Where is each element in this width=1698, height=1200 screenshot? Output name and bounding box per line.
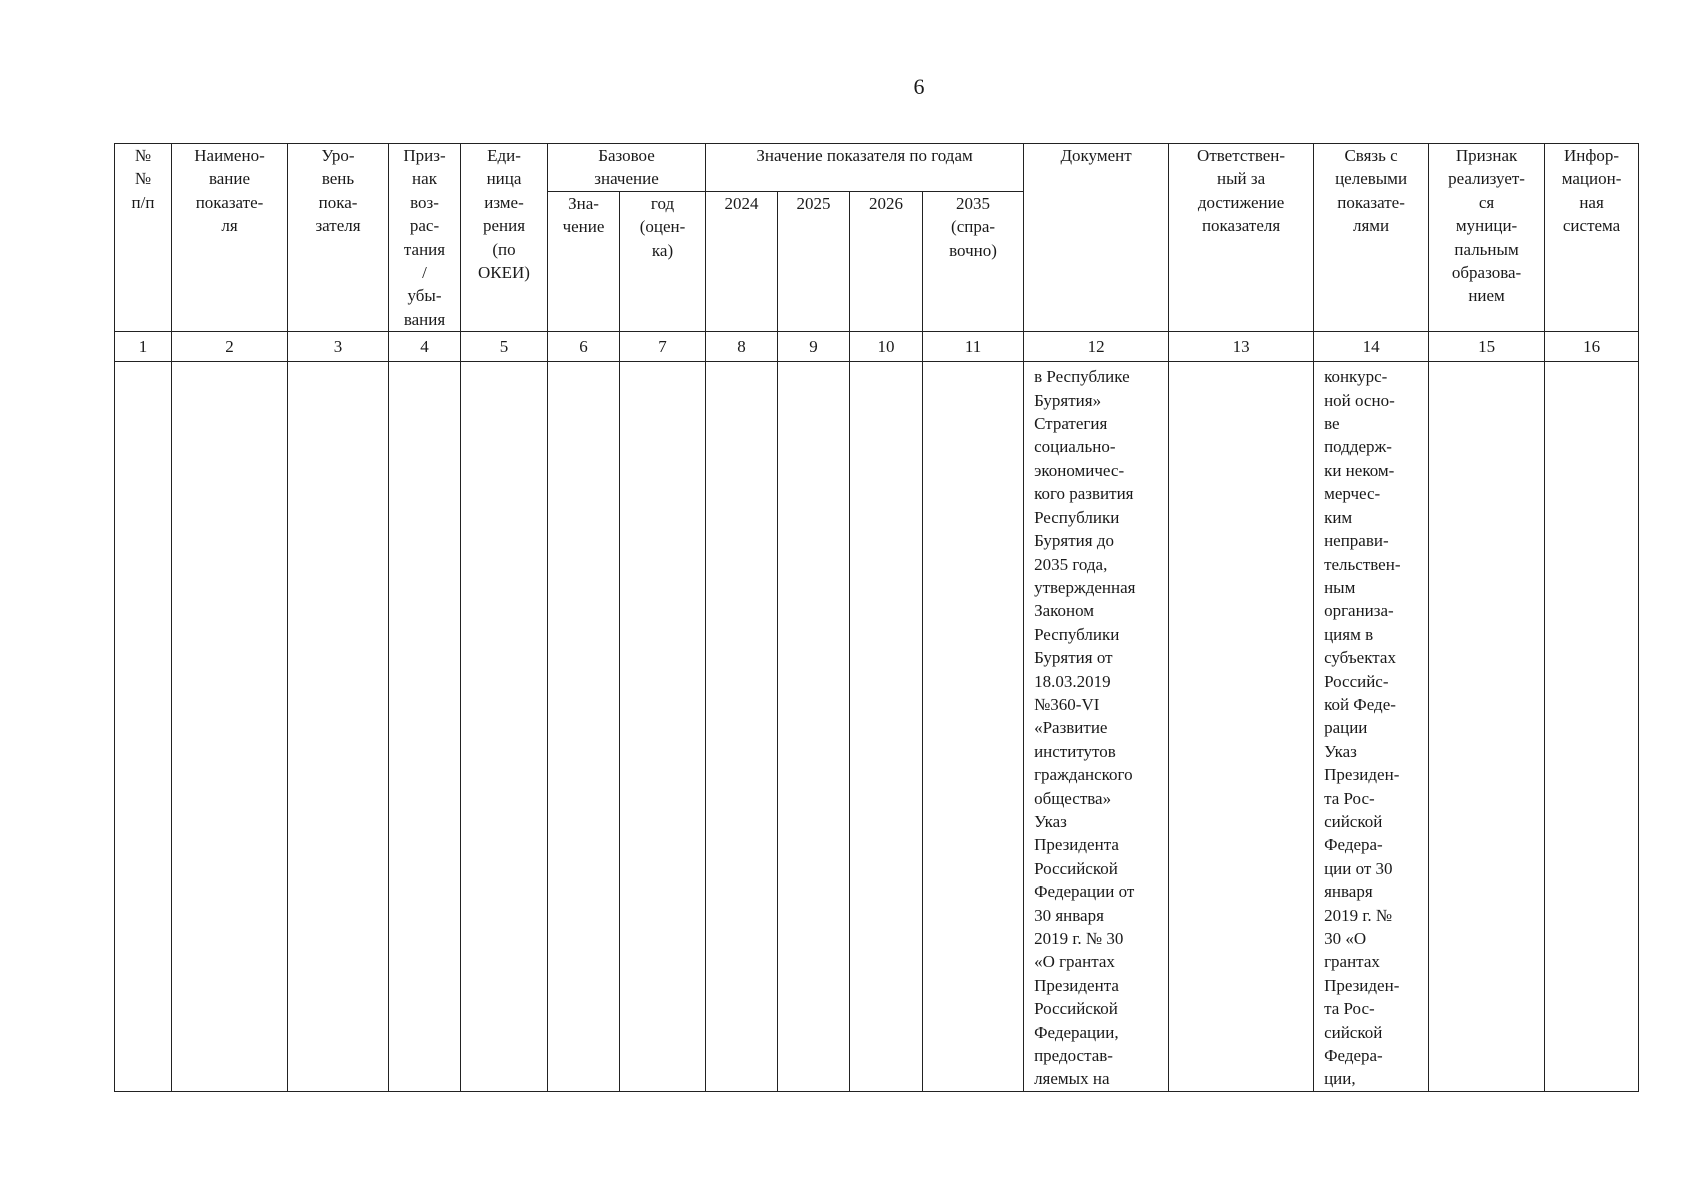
- text-line: пока-: [318, 192, 358, 212]
- text-line: воз-: [410, 192, 439, 212]
- text-line: та Рос-: [1324, 999, 1375, 1019]
- cell-target-link: [1314, 362, 1429, 1092]
- cell-document: [1024, 362, 1169, 1092]
- text-line: та Рос-: [1324, 788, 1375, 808]
- text-line: реализует-: [1448, 169, 1525, 189]
- text-line: ля: [221, 216, 238, 236]
- cell-indicator-level: [288, 362, 389, 1092]
- header-target-link: [1314, 144, 1429, 332]
- text-line: показате-: [195, 192, 264, 212]
- text-line: 30 «О: [1324, 929, 1367, 948]
- text-line: общества»: [1034, 788, 1112, 808]
- text-line: поддерж-: [1324, 437, 1392, 457]
- text-line: кого развития: [1034, 484, 1134, 504]
- text-line: января: [1324, 882, 1373, 902]
- text-line: Президента: [1034, 835, 1119, 855]
- cell-2024: [706, 362, 778, 1092]
- column-number-cell: 8: [706, 332, 778, 362]
- text-line: рас-: [409, 216, 440, 236]
- text-line: ве: [1324, 414, 1340, 434]
- text-line: Федера-: [1324, 1046, 1383, 1066]
- column-number-cell: 10: [850, 332, 923, 362]
- text-line: 18.03.2019: [1034, 671, 1111, 691]
- column-number-cell: 15: [1429, 332, 1545, 362]
- header-unit: [461, 144, 548, 332]
- text-line: ляемых на: [1034, 1069, 1110, 1089]
- column-number-row: [115, 332, 1639, 362]
- text-line: ся: [1478, 192, 1495, 212]
- text-line: организа-: [1324, 601, 1394, 621]
- text-line: Президен-: [1324, 975, 1400, 995]
- text-line: Указ: [1034, 811, 1067, 831]
- text-line: чение: [562, 217, 605, 237]
- header-row: [115, 144, 1639, 192]
- cell-municipal-sign: [1429, 362, 1545, 1092]
- text-line: ОКЕИ): [478, 263, 530, 283]
- cell-2025: [778, 362, 850, 1092]
- text-line: образова-: [1451, 263, 1522, 283]
- cell-2035: [923, 362, 1024, 1092]
- column-number-cell: 11: [923, 332, 1024, 362]
- text-line: Зна-: [568, 194, 599, 214]
- text-line: ным: [1324, 577, 1356, 597]
- text-line: система: [1562, 216, 1621, 236]
- text-line: №: [134, 169, 152, 189]
- text-line: тания: [403, 239, 446, 259]
- text-line: вочно): [949, 240, 997, 260]
- text-line: 2019 г. № 30: [1034, 929, 1124, 948]
- text-line: неправи-: [1324, 531, 1389, 551]
- text-line: ки неком-: [1324, 460, 1395, 480]
- column-number-cell: 7: [620, 332, 706, 362]
- header-responsible: [1169, 144, 1314, 332]
- text-line: (спра-: [951, 217, 996, 237]
- text-line: Российской: [1034, 858, 1118, 878]
- page-number: 6: [913, 74, 925, 99]
- text-line: Наимено-: [194, 146, 265, 165]
- text-line: ции,: [1324, 1069, 1356, 1089]
- text-line: 2035 года,: [1034, 554, 1108, 574]
- column-number-cell: 5: [461, 332, 548, 362]
- cell-responsible: [1169, 362, 1314, 1092]
- text-line: целевыми: [1335, 169, 1408, 189]
- text-line: Базовое: [598, 146, 655, 165]
- text-line: достижение: [1197, 192, 1285, 212]
- header-increase-decrease-sign: [389, 144, 461, 332]
- cell-sign: [389, 362, 461, 1092]
- text-line: Указ: [1324, 741, 1357, 761]
- text-line: вание: [208, 169, 251, 189]
- text-line: пальным: [1454, 239, 1519, 259]
- cell-2026: [850, 362, 923, 1092]
- text-line: зателя: [315, 216, 361, 236]
- header-year-2026: 2026: [850, 192, 923, 332]
- text-line: гражданского: [1034, 765, 1133, 785]
- header-years-group: Значение показателя по годам: [706, 144, 1024, 192]
- text-line: 2035: [956, 194, 991, 214]
- text-line: «Развитие: [1034, 718, 1108, 738]
- text-line: социально-: [1034, 437, 1116, 457]
- text-line: нием: [1468, 286, 1505, 306]
- header-base-value: [548, 192, 620, 332]
- text-line: экономичес-: [1034, 460, 1125, 480]
- text-line: сийской: [1324, 811, 1383, 831]
- text-line: ная: [1579, 192, 1604, 212]
- text-line: предостав-: [1034, 1046, 1113, 1066]
- text-line: Стратегия: [1034, 414, 1108, 434]
- text-line: №360-VI: [1034, 694, 1100, 714]
- text-line: показателя: [1201, 216, 1281, 236]
- header-base-value-group: [548, 144, 706, 192]
- text-line: Бурятия»: [1034, 390, 1102, 410]
- text-line: Ответствен-: [1197, 146, 1286, 165]
- indicators-table: [114, 143, 1639, 1092]
- text-line: Уро-: [321, 146, 355, 165]
- text-line: Признак: [1455, 146, 1518, 165]
- text-line: рения: [482, 216, 526, 236]
- header-indicator-level: [288, 144, 389, 332]
- text-line: муници-: [1455, 216, 1518, 236]
- text-line: тельствен-: [1324, 554, 1401, 574]
- cell-base-year: [620, 362, 706, 1092]
- text-line: Инфор-: [1564, 146, 1620, 165]
- column-number-cell: 13: [1169, 332, 1314, 362]
- cell-indicator-name: [172, 362, 288, 1092]
- text-line: мацион-: [1561, 169, 1622, 189]
- cell-info-system: [1545, 362, 1639, 1092]
- text-line: Президен-: [1324, 765, 1400, 785]
- column-number-cell: 1: [115, 332, 172, 362]
- column-number-cell: 6: [548, 332, 620, 362]
- column-number-cell: 4: [389, 332, 461, 362]
- text-line: (по: [492, 239, 516, 259]
- text-line: Бурятия от: [1034, 648, 1113, 668]
- header-number: [115, 144, 172, 332]
- text-line: вень: [321, 169, 355, 189]
- text-line: 2019 г. №: [1324, 905, 1393, 925]
- header-indicator-name: [172, 144, 288, 332]
- text-line: ной осно-: [1324, 390, 1395, 410]
- text-line: ный за: [1216, 169, 1266, 189]
- column-number-cell: 14: [1314, 332, 1429, 362]
- cell-number: [115, 362, 172, 1092]
- header-info-system: [1545, 144, 1639, 332]
- text-line: ким: [1324, 507, 1353, 527]
- text-line: (оцен-: [639, 217, 686, 237]
- text-line: показате-: [1337, 192, 1405, 212]
- header-year-2035: [923, 192, 1024, 332]
- text-line: «О грантах: [1034, 952, 1115, 972]
- text-line: Федера-: [1324, 835, 1383, 855]
- column-number-cell: 2: [172, 332, 288, 362]
- text-line: субъектах: [1324, 648, 1396, 668]
- text-line: Приз-: [403, 146, 446, 165]
- text-line: грантах: [1324, 952, 1380, 972]
- text-line: в Республике: [1034, 367, 1130, 387]
- text-line: сийской: [1324, 1022, 1383, 1042]
- header-municipal-sign: [1429, 144, 1545, 332]
- text-line: утвержденная: [1034, 577, 1136, 597]
- column-number-cell: 16: [1545, 332, 1639, 362]
- cell-unit: [461, 362, 548, 1092]
- text-line: значение: [594, 169, 659, 189]
- text-line: Федерации,: [1034, 1022, 1119, 1042]
- text-line: рации: [1324, 718, 1368, 738]
- header-year-2024: 2024: [706, 192, 778, 332]
- text-line: конкурс-: [1324, 367, 1388, 387]
- text-line: Федерации от: [1034, 882, 1135, 902]
- header-base-year: [620, 192, 706, 332]
- text-line: №: [134, 146, 152, 165]
- header-year-2025: 2025: [778, 192, 850, 332]
- column-number-cell: 12: [1024, 332, 1169, 362]
- text-line: Бурятия до: [1034, 531, 1114, 551]
- header-document: Документ: [1024, 144, 1169, 332]
- text-line: вания: [403, 309, 446, 329]
- text-line: ница: [486, 169, 522, 189]
- text-line: Республики: [1034, 507, 1120, 527]
- text-line: год: [650, 194, 675, 214]
- text-line: /: [422, 263, 427, 283]
- text-line: Республики: [1034, 624, 1120, 644]
- text-line: 30 января: [1034, 905, 1104, 925]
- text-line: Российской: [1034, 999, 1118, 1019]
- text-line: нак: [412, 169, 437, 189]
- text-line: лями: [1352, 216, 1390, 236]
- text-line: ка): [651, 240, 674, 260]
- text-line: п/п: [131, 192, 155, 212]
- table-row: [115, 362, 1639, 1092]
- text-line: Российс-: [1324, 671, 1389, 691]
- text-line: циям в: [1324, 624, 1374, 644]
- column-number-cell: 3: [288, 332, 389, 362]
- text-line: Связь с: [1344, 146, 1398, 165]
- column-number-cell: 9: [778, 332, 850, 362]
- text-line: ции от 30: [1324, 858, 1393, 878]
- text-line: убы-: [407, 286, 442, 306]
- text-line: Еди-: [487, 146, 521, 165]
- cell-base-value: [548, 362, 620, 1092]
- text-line: Законом: [1034, 601, 1095, 621]
- text-line: кой Феде-: [1324, 694, 1396, 714]
- text-line: мерчес-: [1324, 484, 1381, 504]
- text-line: институтов: [1034, 741, 1116, 761]
- text-line: Президента: [1034, 975, 1119, 995]
- text-line: изме-: [484, 192, 524, 212]
